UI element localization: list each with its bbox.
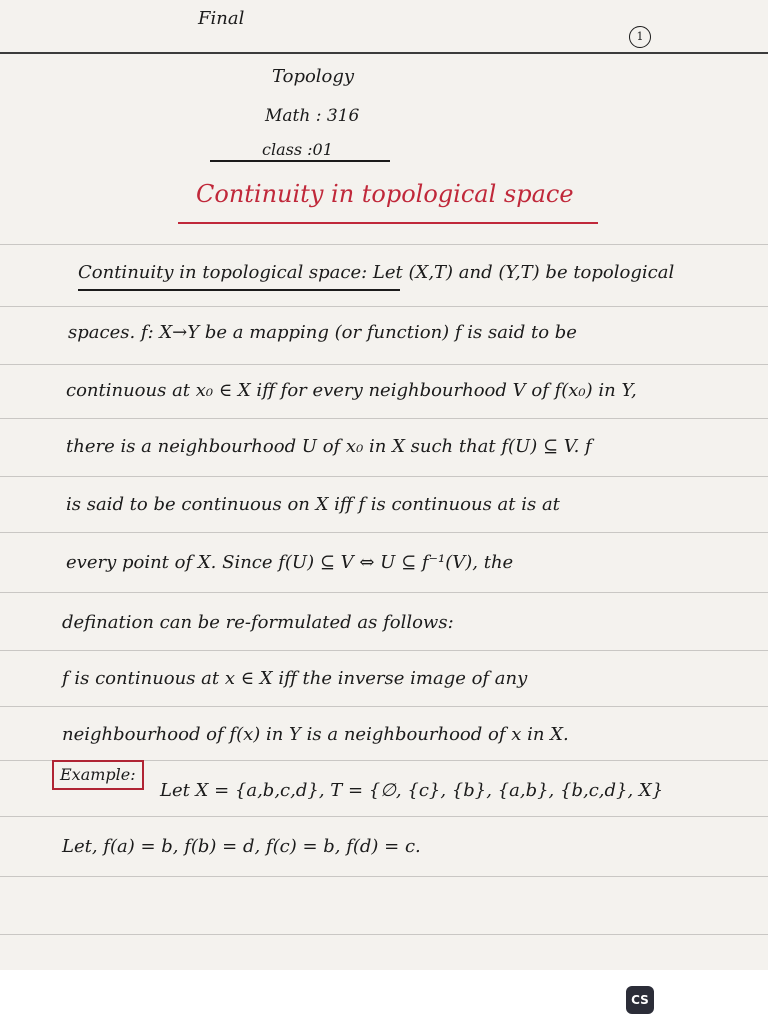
ruled-line <box>0 592 768 593</box>
header-label: Final <box>198 8 245 29</box>
definition-term-underline <box>78 289 400 291</box>
ruled-line <box>0 816 768 817</box>
definition-line: f is continuous at x ∈ X iff the inverse image of any <box>62 668 528 689</box>
subject-title: Topology <box>272 66 355 87</box>
ruled-line <box>0 418 768 419</box>
camscanner-logo-icon: CS <box>626 986 654 1014</box>
definition-line: spaces. f: X→Y be a mapping (or function) f is said to be <box>68 322 577 343</box>
ruled-line <box>0 650 768 651</box>
definition-line: neighbourhood of f(x) in Y is a neighbourhood of x in X. <box>62 724 569 745</box>
ruled-line <box>0 364 768 365</box>
example-line: Let, f(a) = b, f(b) = d, f(c) = b, f(d) = c. <box>62 836 421 857</box>
ruled-line <box>0 706 768 707</box>
example-label: Example: <box>52 760 144 790</box>
ruled-line <box>0 934 768 935</box>
definition-line: there is a neighbourhood U of x₀ in X such that f(U) ⊆ V. f <box>66 436 592 457</box>
definition-line: defination can be re-formulated as follows: <box>62 612 454 633</box>
ruled-line <box>0 306 768 307</box>
definition-line: Continuity in topological space: Let (X,T) and (Y,T) be topological <box>78 262 675 283</box>
top-rule <box>0 52 768 54</box>
ruled-line <box>0 876 768 877</box>
page-heading: Continuity in topological space <box>196 180 574 208</box>
ruled-line <box>0 244 768 245</box>
definition-line: is said to be continuous on X iff f is continuous at is at <box>66 494 560 515</box>
ruled-line <box>0 476 768 477</box>
course-code: Math : 316 <box>265 106 360 126</box>
definition-line: continuous at x₀ ∈ X iff for every neighbourhood V of f(x₀) in Y, <box>66 380 637 401</box>
class-number: class :01 <box>262 140 333 159</box>
heading-underline <box>178 222 598 224</box>
definition-line: every point of X. Since f(U) ⊆ V ⇔ U ⊆ f⁻¹(V), the <box>66 552 514 573</box>
page-number-badge: 1 <box>629 26 651 48</box>
example-line: Let X = {a,b,c,d}, T = {∅, {c}, {b}, {a,b}, {b,c,d}, X} <box>160 780 664 801</box>
class-underline <box>210 160 390 162</box>
ruled-line <box>0 532 768 533</box>
